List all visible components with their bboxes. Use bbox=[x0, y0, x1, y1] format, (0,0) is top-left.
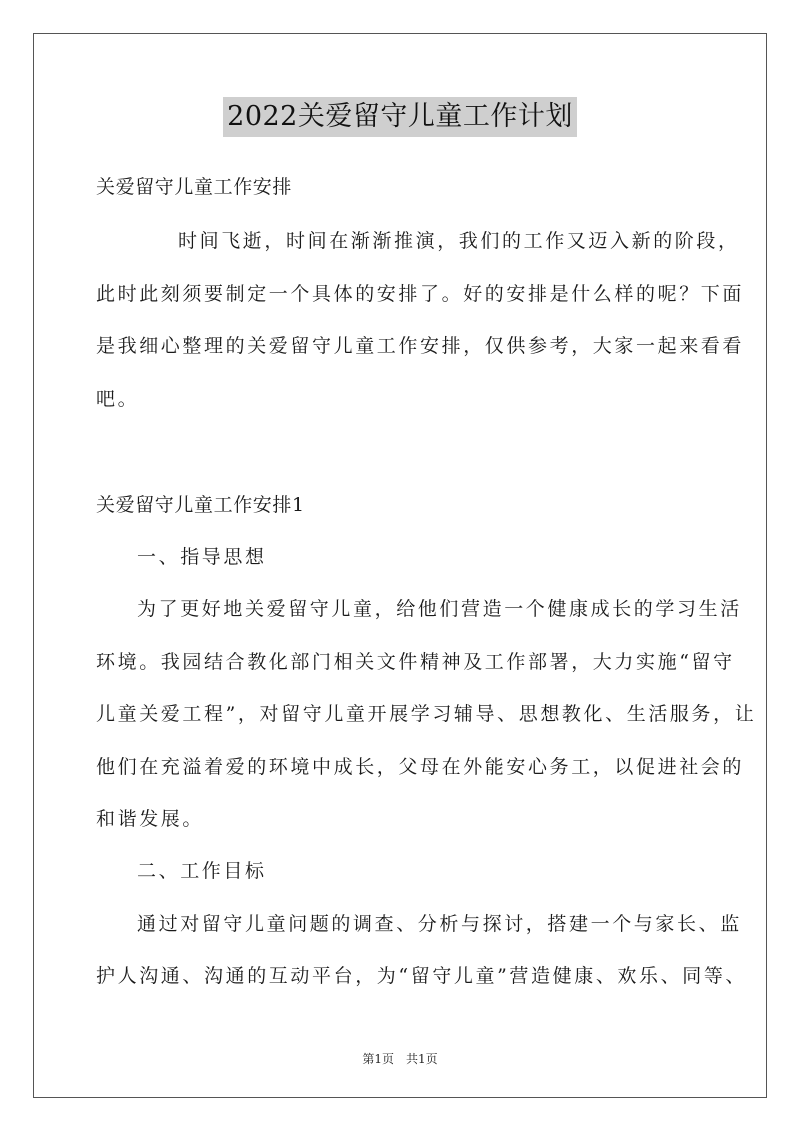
title-wrap bbox=[0, 97, 800, 137]
paragraph-line: 吧。 bbox=[96, 388, 140, 410]
subheading: 二、工作目标 bbox=[137, 860, 267, 882]
paragraph-line: 儿童关爱工程”，对留守儿童开展学习辅导、思想教化、生活服务，让 bbox=[96, 703, 757, 725]
paragraph-line: 护人沟通、沟通的互动平台，为“留守儿童”营造健康、欢乐、同等、 bbox=[96, 965, 748, 987]
paragraph-line: 他们在充溢着爱的环境中成长，父母在外能安心务工，以促进社会的 bbox=[96, 756, 745, 778]
document-title: 2022关爱留守儿童工作计划 bbox=[223, 97, 577, 137]
paragraph-line: 和谐发展。 bbox=[96, 808, 205, 830]
paragraph-line: 是我细心整理的关爱留守儿童工作安排，仅供参考，大家一起来看看 bbox=[96, 335, 745, 357]
subheading: 一、指导思想 bbox=[137, 546, 267, 568]
page-total: 共1页 bbox=[406, 1052, 438, 1066]
paragraph-line: 环境。我园结合教化部门相关文件精神及工作部署，大力实施“留守 bbox=[96, 651, 735, 673]
paragraph-line: 时间飞逝，时间在渐渐推演，我们的工作又迈入新的阶段， bbox=[178, 230, 740, 252]
paragraph-line: 此时此刻须要制定一个具体的安排了。好的安排是什么样的呢？下面 bbox=[96, 283, 745, 305]
section-heading: 关爱留守儿童工作安排1 bbox=[96, 494, 305, 516]
paragraph-line: 为了更好地关爱留守儿童，给他们营造一个健康成长的学习生活 bbox=[137, 598, 742, 620]
page-footer bbox=[0, 1050, 800, 1067]
section-heading: 关爱留守儿童工作安排 bbox=[96, 176, 293, 198]
paragraph-line: 通过对留守儿童问题的调查、分析与探讨，搭建一个与家长、监 bbox=[137, 913, 742, 935]
page-number: 第1页 bbox=[362, 1052, 394, 1066]
